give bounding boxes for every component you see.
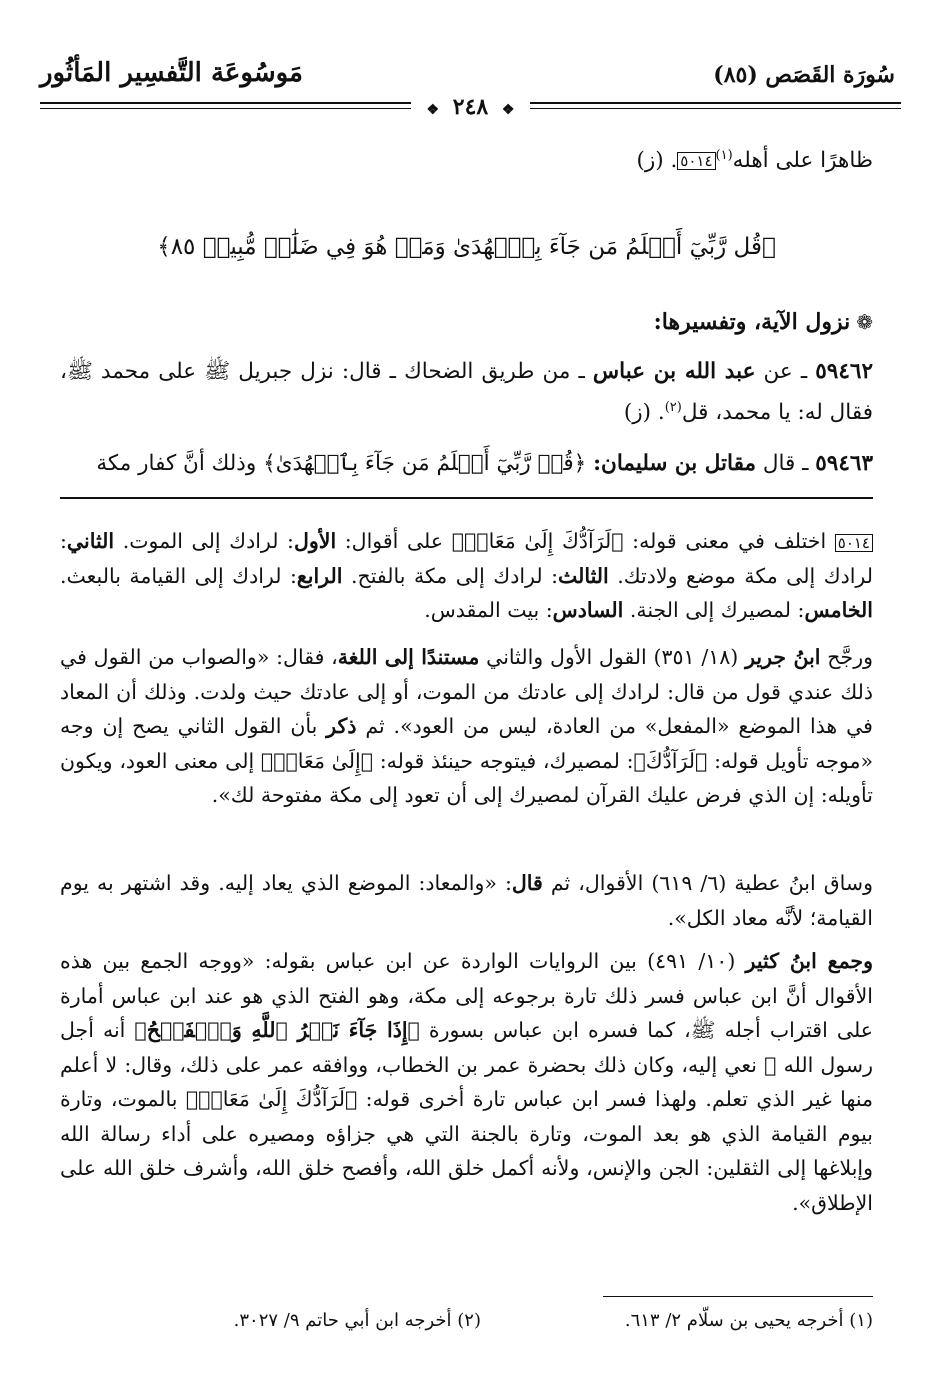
surah-reference: سُورَة القَصَص (٨٥): [713, 62, 895, 88]
ornament-icon: ❖: [501, 102, 515, 118]
flower-icon: ❁: [856, 310, 873, 334]
narration-number: ٥٩٤٦٢: [815, 359, 873, 384]
book-title: مَوسُوعَة التَّفسِير المَأثُور: [40, 58, 303, 88]
notes-separator: [60, 497, 873, 499]
footnote-rule: [603, 1296, 873, 1297]
narration-59463: ٥٩٤٦٣ ـ قال مقاتل بن سليمان: ﴿قُلۡ رَّبِّيٓ أَعۡلَمُ مَن جَآءَ بِٱلۡهُدَىٰ﴾ وذلك أنَّ كفار مكة: [96, 451, 873, 476]
commentary-note-2: ورجَّح ابنُ جرير (١٨/ ٣٥١) القول الأول والثاني مستندًا إلى اللغة، فقال: «والصواب من القول في ذلك عندي قول من قال: لرادك إلى عادتك من الموت، أو إلى عادتك حيث ولدت. وذلك أن المعاد في هذا الموضع «المفعل» من العادة، ليس من العود». ثم ذكر بأن القول الثاني يصح إن وجه «موجه تأويل قوله: ﴿لَرَآدُّكَ﴾: لمصيرك، فيتوجه حينئذ قوله: ﴿إِلَىٰ مَعَادٖ﴾ إلى معنى العود، ويكون تأويله: إن الذي فرض عليك القرآن لمصيرك إلى أن تعود إلى مكة مفتوحة لك».: [60, 645, 874, 807]
commentary-note-4: وجمع ابنُ كثير (١٠/ ٤٩١) بين الروايات الواردة عن ابن عباس بقوله: «ووجه الجمع بين هذه الأقوال أنَّ ابن عباس فسر ذلك تارة برجوعه إلى مكة، وهو الفتح الذي هو عند ابن عباس أمارة على اقتراب أجله ﷺ، كما فسره ابن عباس بسورة ﴿إِذَا جَآءَ نَصۡرُ ٱللَّهِ وَٱلۡفَتۡحُ﴾ أنه أجل رسول الله ﷺ نعي إليه، وكان ذلك بحضرة عمر بن الخطاب، ووافقه عمر على ذلك، وقال: لا أعلم منها غير الذي تعلم. ولهذا فسر ابن عباس تارة أخرى قوله: ﴿لَرَآدُّكَ إِلَىٰ مَعَادٖ﴾ بالموت، وتارة بيوم القيامة الذي هو بعد الموت، وتارة بالجنة التي هي جزاؤه ومصيره على أداء رسالة الله وإبلاغها إلى الثقلين: الجن والإنس، ولأنه أكمل خلق الله، وأفصح خلق الله، وأشرف خلق الله على الإطلاق».: [60, 949, 873, 1215]
quran-verse: ﴿قُل رَّبِّيٓ أَعۡلَمُ مَن جَآءَ بِٱلۡهُدَىٰ وَمَنۡ هُوَ فِي ضَلَٰلٖ مُّبِينٖ ٨٥﴾: [157, 234, 776, 260]
intro-line: ظاهرًا على أهله$^{(١)}$٥٠١٤. (ز): [636, 148, 873, 174]
narrator-name: عبد الله بن عباس: [592, 359, 756, 384]
running-header: [40, 58, 901, 120]
footnote-2: (٢) أخرجه ابن أبي حاتم ٩/ ٣٠٢٧.: [233, 1310, 481, 1331]
section-heading: ❁نزول الآية، وتفسيرها:: [653, 309, 873, 335]
footnote-mark: (٢): [664, 400, 682, 415]
commentary-note-1: ٥٠١٤ اختلف في معنى قوله: ﴿لَرَآدُّكَ إِلَىٰ مَعَادٖ﴾ على أقوال: الأول: لرادك إلى الموت. الثاني: لرادك إلى مكة موضع ولادتك. الثالث: لرادك إلى مكة بالفتح. الرابع: لرادك إلى القيامة بالبعث. الخامس: لمصيرك إلى الجنة. السادس: بيت المقدس.: [60, 529, 873, 622]
commentary-note-3: وساق ابنُ عطية (٦/ ٦١٩) الأقوال، ثم قال: «والمعاد: الموضع الذي يعاد إليه. وقد اشتهر به يوم القيامة؛ لأنَّه معاد الكل».: [60, 871, 873, 930]
narration-number: ٥٩٤٦٣: [815, 451, 873, 476]
page-number-box: [411, 94, 531, 120]
footnote-mark: (١): [715, 148, 733, 163]
narration-59462: ٥٩٤٦٢ ـ عن عبد الله بن عباس ـ من طريق الضحاك ـ قال: نزل جبريل ﷺ على محمد ﷺ، فقال له: يا محمد، قل$^{(٢)}$. (ز): [60, 359, 873, 426]
footnote-1: (١) أخرجه يحيى بن سلّام ٢/ ٦١٣.: [624, 1310, 873, 1331]
note-number-box: ٥٠١٤: [835, 534, 873, 552]
page-number: ٢٤٨: [452, 94, 489, 120]
note-reference-box: ٥٠١٤: [677, 152, 715, 170]
narrator-name: مقاتل بن سليمان:: [593, 451, 756, 476]
ornament-icon: ❖: [426, 102, 440, 118]
